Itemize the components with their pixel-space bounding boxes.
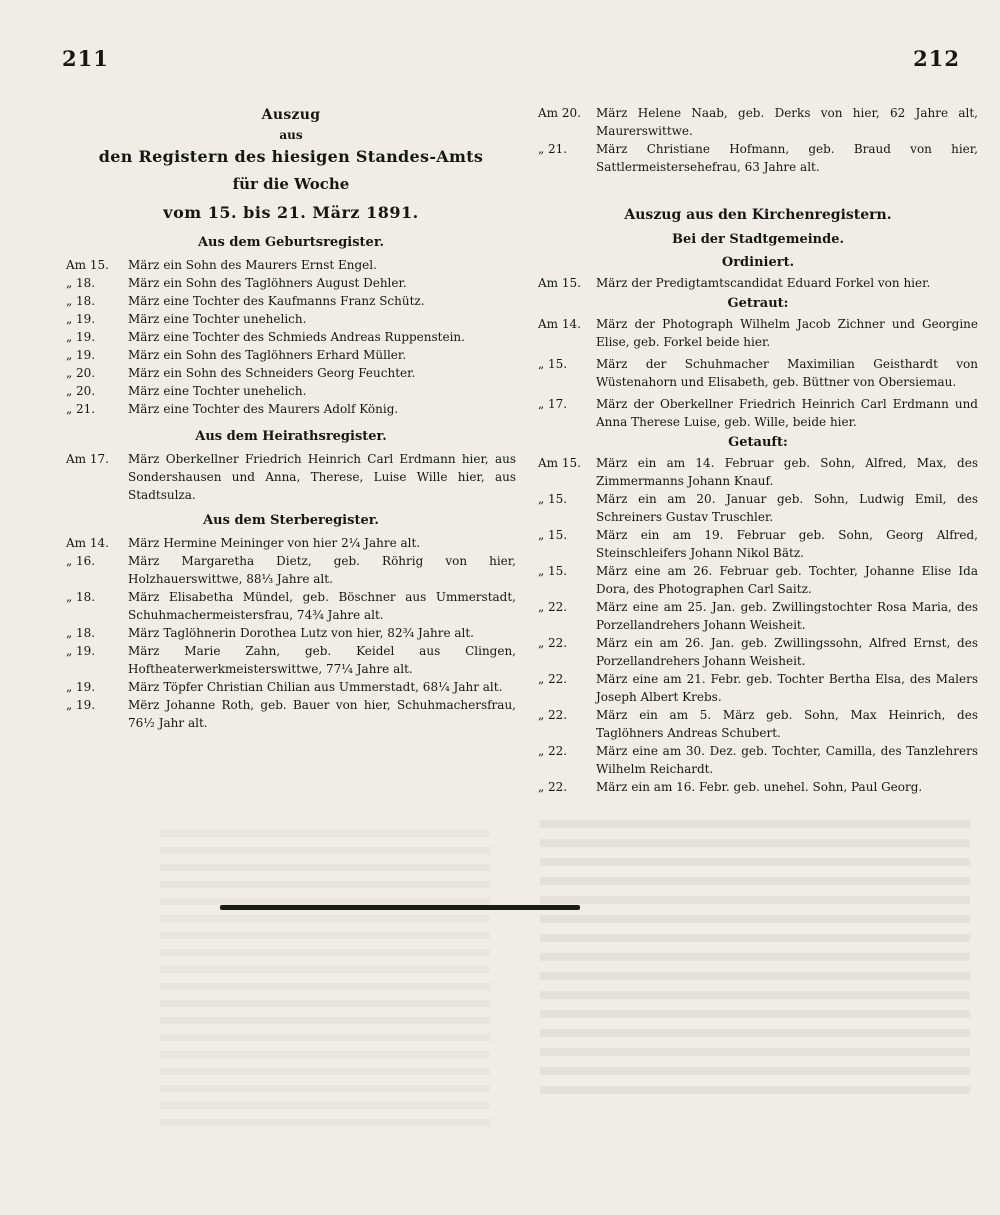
list-item: „ 15. März ein am 20. Januar geb. Sohn, Ludwig Emil, des Schreiners Gustav Truschler. [538, 492, 978, 524]
bleed-through-texture [160, 830, 490, 1130]
list-item: „ 19. Mërz Johanne Roth, geb. Bauer von hier, Schuhmachersfrau, 76½ Jahr alt. [66, 698, 516, 730]
list-item: Am 14. März Hermine Meininger von hier 2¼ Jahre alt. [66, 536, 421, 550]
ordained-list [538, 274, 978, 292]
list-item: „ 20. März ein Sohn des Schneiders Georg Feuchter. [66, 366, 416, 380]
baptized-list [538, 454, 978, 796]
list-item: „ 17. März der Oberkellner Friedrich Heinrich Carl Erdmann und Anna Therese Luise, geb. Wille, beide hier. [538, 397, 978, 429]
ordained-heading: Ordiniert. [721, 255, 795, 270]
birth-register-heading: Aus dem Geburtsregister. [197, 235, 385, 250]
list-item: Am 15. März ein am 14. Februar geb. Sohn, Alfred, Max, des Zimmermanns Johann Knauf. [538, 456, 978, 488]
list-item: „ 21. März Christiane Hofmann, geb. Braud von hier, Sattlermeistersehefrau, 63 Jahre alt. [538, 142, 978, 174]
page-number-right: 212 [913, 46, 960, 71]
list-item: „ 22. März ein am 16. Febr. geb. unehel. Sohn, Paul Georg. [538, 780, 923, 794]
notice-title-aus: aus [279, 128, 303, 142]
death-register-continued [538, 104, 978, 176]
notice-date-range: vom 15. bis 21. März 1891. [163, 203, 419, 222]
list-item: „ 15. März eine am 26. Februar geb. Tochter, Johanne Elise Ida Dora, des Photographen Carl Saitz. [538, 564, 978, 596]
list-item: „ 19. März Marie Zahn, geb. Keidel aus Clingen, Hoftheaterwerkmeisterswittwe, 77¼ Jahre alt. [66, 644, 516, 676]
marriage-register-list [66, 450, 516, 504]
notice-title: Auszug [261, 107, 321, 123]
list-item: Am 17. März Oberkellner Friedrich Heinrich Carl Erdmann hier, aus Sondershausen und Anna, Therese, Luise Wille hier, aus Stadtsulza. [66, 452, 516, 502]
parish-heading: Bei der Stadtgemeinde. [671, 232, 845, 247]
list-item: „ 19. März Töpfer Christian Chilian aus Ummerstadt, 68¼ Jahr alt. [66, 680, 503, 694]
list-item: „ 15. März der Schuhmacher Maximilian Geisthardt von Wüstenahorn und Elisabeth, geb. Büttner von Obersiemau. [538, 357, 978, 389]
list-item: „ 22. März ein am 5. März geb. Sohn, Max Heinrich, des Taglöhners Andreas Schubert. [538, 708, 978, 740]
church-register-heading: Auszug aus den Kirchenregistern. [624, 207, 892, 223]
list-item: Am 14. März der Photograph Wilhelm Jacob Zichner und Georgine Elise, geb. Forkel beide hier. [538, 317, 978, 349]
list-item: „ 18. März Elisabetha Mündel, geb. Böschner aus Ummerstadt, Schuhmachermeistersfrau, 74¾ Jahre alt. [66, 590, 516, 622]
baptized-heading: Getauft: [728, 435, 788, 450]
list-item: „ 19. März eine Tochter unehelich. [66, 312, 307, 326]
notice-title-week: für die Woche [232, 175, 350, 193]
death-register-heading: Aus dem Sterberegister. [203, 513, 379, 528]
married-list [538, 315, 978, 431]
list-item: „ 19. März ein Sohn des Taglöhners Erhard Müller. [66, 348, 407, 362]
section-divider-rule [220, 905, 580, 910]
list-item: Am 20. März Helene Naab, geb. Derks von hier, 62 Jahre alt, Maurerswittwe. [538, 106, 978, 138]
list-item: „ 22. März eine am 30. Dez. geb. Tochter, Camilla, des Tanzlehrers Wilhelm Reichardt. [538, 744, 978, 776]
notice-title-registers: den Registern des hiesigen Standes-Amts [98, 147, 484, 166]
list-item: „ 18. März eine Tochter des Kaufmanns Franz Schütz. [66, 294, 425, 308]
married-heading: Getraut: [727, 296, 789, 311]
right-column [538, 104, 978, 796]
list-item: „ 15. März ein am 19. Februar geb. Sohn, Georg Alfred, Steinschleifers Johann Nikol Bätz. [538, 528, 978, 560]
list-item: „ 21. März eine Tochter des Maurers Adolf König. [66, 402, 399, 416]
list-item: „ 22. März ein am 26. Jan. geb. Zwillingssohn, Alfred Ernst, des Porzellandrehers Johann Weisheit. [538, 636, 978, 668]
list-item: „ 18. März ein Sohn des Taglöhners August Dehler. [66, 276, 407, 290]
death-register-list [66, 534, 516, 732]
page-number-left: 211 [62, 46, 109, 71]
list-item: „ 19. März eine Tochter des Schmieds Andreas Ruppenstein. [66, 330, 465, 344]
list-item: „ 22. März eine am 25. Jan. geb. Zwillingstochter Rosa Maria, des Porzellandrehers Johann Weisheit. [538, 600, 978, 632]
bleed-through-texture [540, 820, 970, 1100]
list-item: „ 22. März eine am 21. Febr. geb. Tochter Bertha Elsa, des Malers Joseph Albert Krebs. [538, 672, 978, 704]
marriage-register-heading: Aus dem Heirathsregister. [195, 429, 387, 444]
list-item: „ 18. März Taglöhnerin Dorothea Lutz von hier, 82¾ Jahre alt. [66, 626, 474, 640]
list-item: „ 20. März eine Tochter unehelich. [66, 384, 307, 398]
birth-register-list [66, 256, 516, 418]
list-item: „ 16. März Margaretha Dietz, geb. Röhrig von hier, Holzhauerswittwe, 88⅓ Jahre alt. [66, 554, 516, 586]
left-column [66, 96, 516, 732]
list-item: Am 15. März ein Sohn des Maurers Ernst Engel. [66, 258, 377, 272]
list-item: Am 15. März der Predigtamtscandidat Eduard Forkel von hier. [538, 276, 931, 290]
